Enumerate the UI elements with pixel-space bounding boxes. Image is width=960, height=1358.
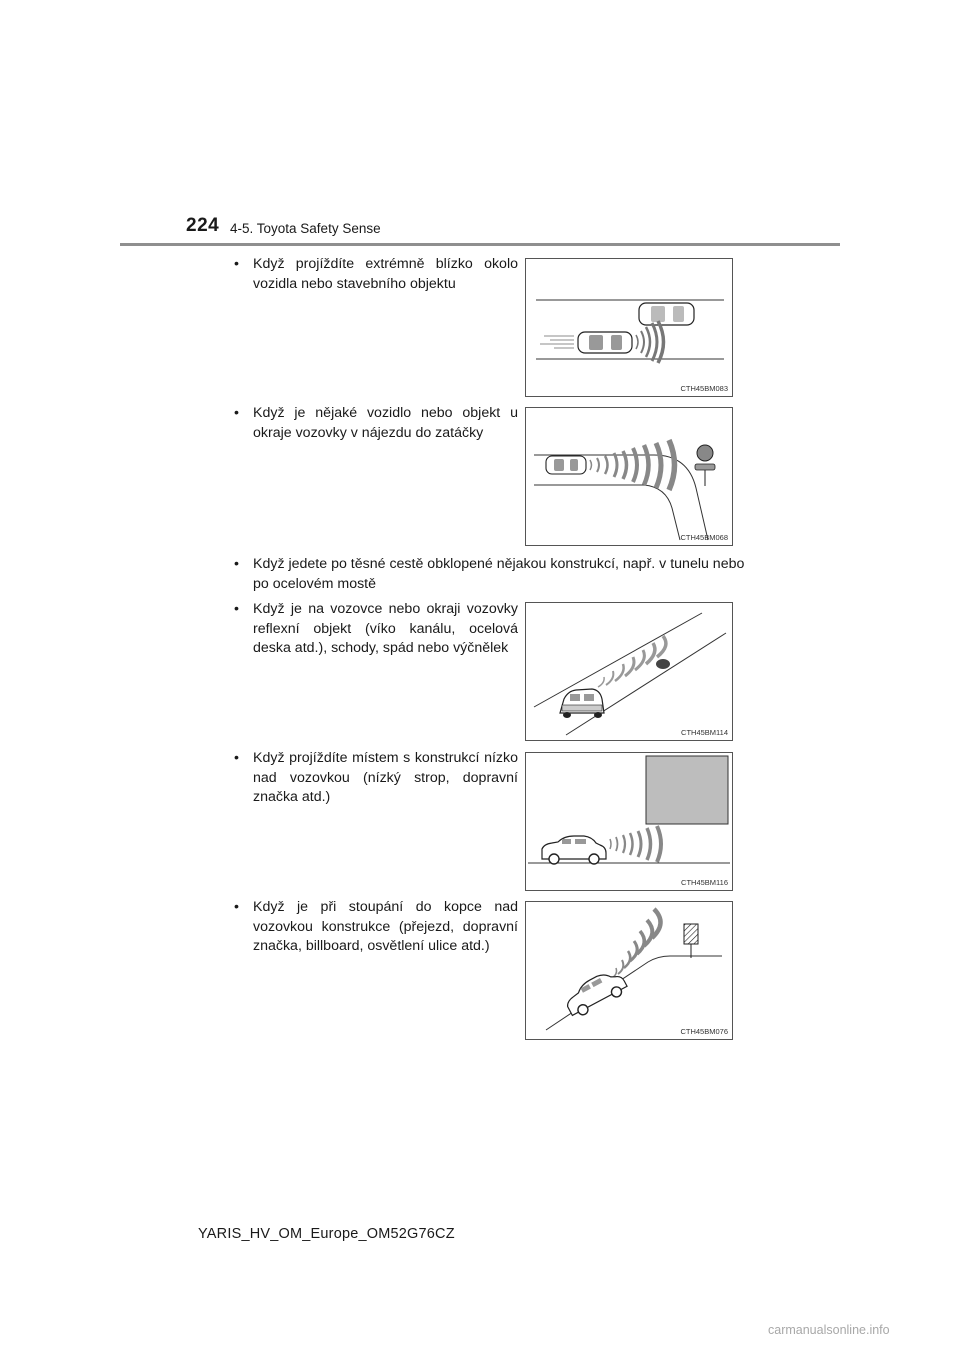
- bullet-text: Když projíždíte extrémně blízko okolo vozidla nebo stavebního objektu: [253, 256, 518, 292]
- car-passing-vehicle-illustration: [526, 259, 732, 396]
- bullet-text: Když je na vozovce nebo okraji vozovky reflexní objekt (víko kanálu, ocelová deska atd.), schody, spád nebo výčnělek: [253, 601, 518, 656]
- watermark-link[interactable]: carmanualsonline.info: [768, 1323, 890, 1337]
- figure-reflective-road-object: [525, 602, 733, 741]
- bullet-mark: •: [234, 899, 239, 915]
- bullet-item: [234, 749, 518, 808]
- figure-code: CTH45BM076: [680, 1027, 728, 1036]
- bullet-mark: •: [234, 256, 239, 272]
- figure-uphill-overhead-structure: [525, 901, 733, 1040]
- car-uphill-overhead-structure-illustration: [526, 902, 732, 1039]
- figure-low-overhead-structure: [525, 752, 733, 891]
- bullet-item: [234, 255, 518, 294]
- bullet-text: Když jedete po těsné cestě obklopené nějakou konstrukcí, např. v tunelu nebo po ocelovém mostě: [253, 556, 745, 592]
- bullet-item: [234, 404, 518, 443]
- bullet-item: [234, 600, 518, 659]
- car-curve-roadside-object-illustration: [526, 408, 732, 545]
- bullet-text: Když projíždíte místem s konstrukcí nízko nad vozovkou (nízký strop, dopravní značka atd.): [253, 750, 518, 805]
- header-rule: [120, 243, 840, 246]
- section-title: 4-5. Toyota Safety Sense: [230, 221, 381, 236]
- bullet-mark: •: [234, 750, 239, 766]
- car-reflective-road-object-illustration: [526, 603, 732, 740]
- car-low-overhead-structure-illustration: [526, 753, 732, 890]
- bullet-item: [234, 555, 754, 594]
- bullet-mark: •: [234, 556, 239, 572]
- figure-code: CTH45BM114: [681, 728, 728, 737]
- figure-code: CTH45BM116: [681, 878, 728, 887]
- bullet-item: [234, 898, 518, 957]
- figure-passing-vehicle: [525, 258, 733, 397]
- figure-code: CTH45BM083: [680, 384, 728, 393]
- document-id: YARIS_HV_OM_Europe_OM52G76CZ: [198, 1226, 455, 1242]
- bullet-text: Když je nějaké vozidlo nebo objekt u okraje vozovky v nájezdu do zatáčky: [253, 405, 518, 441]
- bullet-text: Když je při stoupání do kopce nad vozovkou konstrukce (přejezd, dopravní značka, billboard, osvětlení ulice atd.): [253, 899, 518, 954]
- figure-code: CTH45BM068: [680, 533, 728, 542]
- bullet-mark: •: [234, 405, 239, 421]
- figure-curve-roadside-object: [525, 407, 733, 546]
- bullet-mark: •: [234, 601, 239, 617]
- page-number: 224: [186, 215, 220, 236]
